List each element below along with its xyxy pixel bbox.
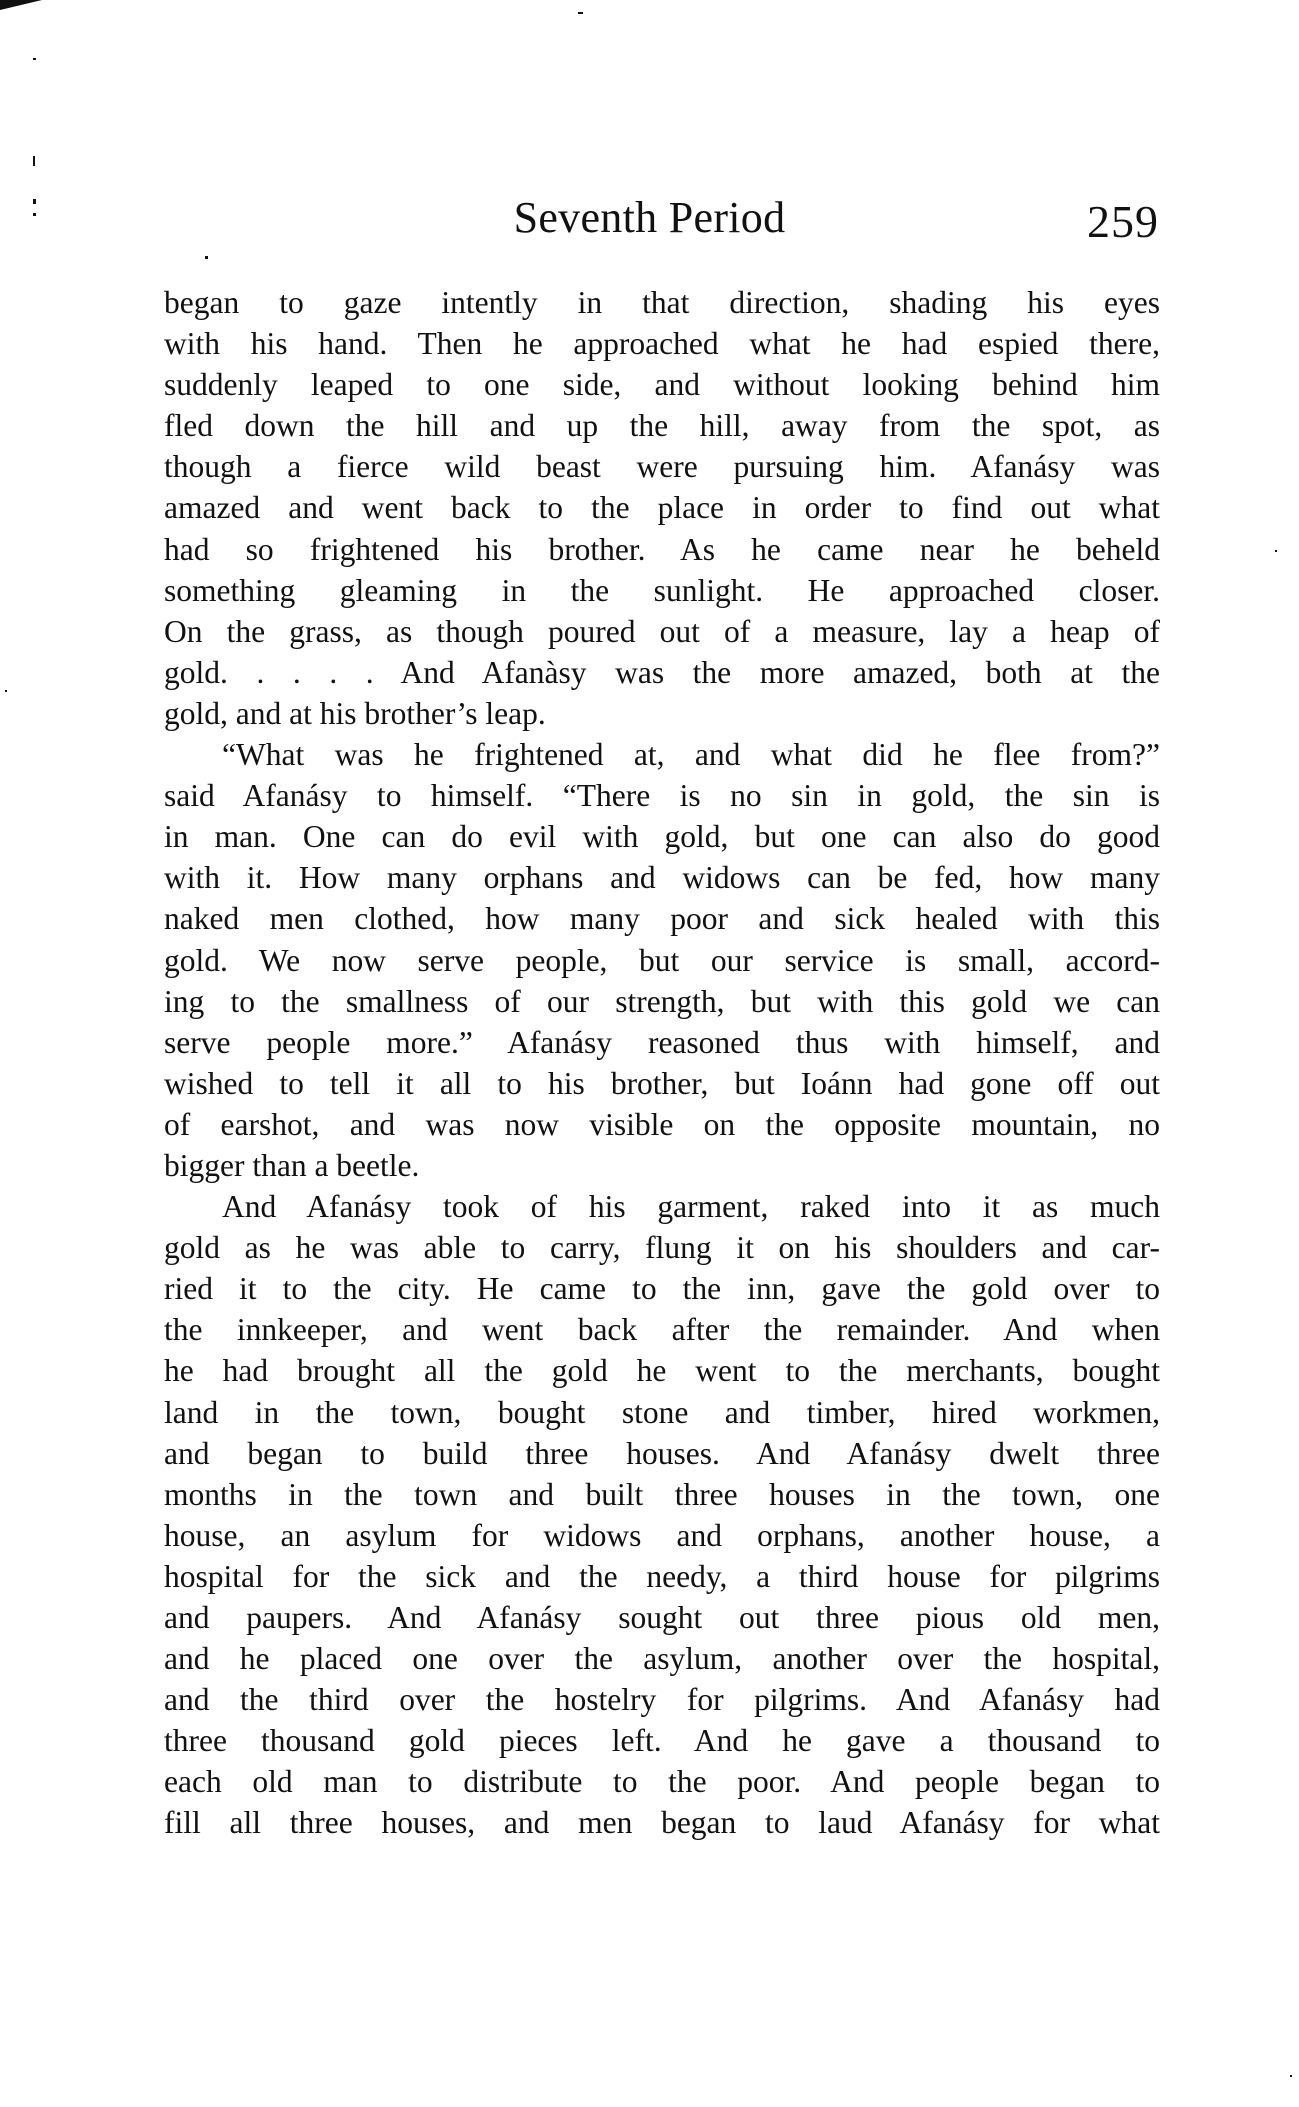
scan-speck — [1290, 2075, 1292, 2077]
text-line: though a fierce wild beast were pursuing him. Afanásy was — [164, 449, 1160, 485]
text-line: gold as he was able to carry, flung it on his shoulders and car- — [164, 1230, 1160, 1266]
scan-speck — [205, 256, 208, 259]
text-line: gold. . . . . And Afanàsy was the more amazed, both at the — [164, 654, 1160, 690]
text-line: and began to build three houses. And Afanásy dwelt three — [164, 1435, 1160, 1471]
text-line: months in the town and built three houses in the town, one — [164, 1476, 1160, 1512]
text-line: the innkeeper, and went back after the remainder. And when — [164, 1312, 1160, 1348]
scan-speck — [5, 690, 7, 692]
paragraph-end-line: bigger than a beetle. — [164, 1147, 420, 1183]
paragraph-start-line: “What was he frightened at, and what did he flee from?” — [222, 737, 1160, 773]
text-line: with his hand. Then he approached what he had espied there, — [164, 326, 1160, 362]
scan-speck — [33, 58, 36, 60]
text-line: suddenly leaped to one side, and without looking behind him — [164, 367, 1160, 403]
text-line: house, an asylum for widows and orphans, another house, a — [164, 1517, 1160, 1553]
text-line: serve people more.” Afanásy reasoned thus with himself, and — [164, 1024, 1160, 1060]
text-line: and paupers. And Afanásy sought out three pious old men, — [164, 1600, 1160, 1635]
text-line: something gleaming in the sunlight. He approached closer. — [164, 572, 1160, 608]
text-line: fill all three houses, and men began to laud Afanásy for what — [164, 1805, 1160, 1841]
text-line: land in the town, bought stone and timber, hired workmen, — [164, 1394, 1160, 1430]
text-line: ing to the smallness of our strength, but with this gold we can — [164, 983, 1160, 1019]
text-line: gold. We now serve people, but our service is small, accord- — [164, 942, 1160, 978]
text-line: naked men clothed, how many poor and sick healed with this — [164, 901, 1160, 937]
text-line: and he placed one over the asylum, another over the hospital, — [164, 1641, 1160, 1677]
scan-speck — [1275, 550, 1277, 552]
text-line: each old man to distribute to the poor. And people began to — [164, 1764, 1160, 1800]
running-title: Seventh Period — [513, 193, 786, 242]
text-line: wished to tell it all to his brother, but Ioánn had gone off out — [164, 1065, 1160, 1101]
text-line: of earshot, and was now visible on the opposite mountain, no — [164, 1106, 1160, 1142]
text-line: three thousand gold pieces left. And he gave a thousand to — [164, 1723, 1160, 1759]
running-head — [0, 188, 1299, 248]
scan-speck — [33, 156, 35, 166]
page-number: 259 — [1087, 196, 1159, 247]
paragraph-end-line: gold, and at his brother’s leap. — [164, 695, 546, 731]
text-line: began to gaze intently in that direction, shading his eyes — [164, 285, 1160, 320]
text-line: amazed and went back to the place in order to find out what — [164, 490, 1160, 526]
scan-speck — [578, 12, 583, 14]
text-line: said Afanásy to himself. “There is no sin in gold, the sin is — [164, 778, 1160, 814]
text-line: fled down the hill and up the hill, away from the spot, as — [164, 408, 1160, 444]
text-line: had so frightened his brother. As he came near he beheld — [164, 531, 1160, 567]
text-line: ried it to the city. He came to the inn, gave the gold over to — [164, 1271, 1160, 1307]
text-line: hospital for the sick and the needy, a third house for pilgrims — [164, 1558, 1160, 1594]
text-line: he had brought all the gold he went to the merchants, bought — [164, 1353, 1160, 1389]
scan-corner-mark — [0, 0, 42, 10]
body-text — [164, 282, 1160, 1844]
text-line: with it. How many orphans and widows can be fed, how many — [164, 860, 1160, 896]
text-line: in man. One can do evil with gold, but one can also do good — [164, 819, 1160, 855]
text-line: On the grass, as though poured out of a measure, lay a heap of — [164, 613, 1160, 649]
text-line: and the third over the hostelry for pilgrims. And Afanásy had — [164, 1682, 1160, 1718]
paragraph-start-line: And Afanásy took of his garment, raked into it as much — [222, 1189, 1160, 1225]
